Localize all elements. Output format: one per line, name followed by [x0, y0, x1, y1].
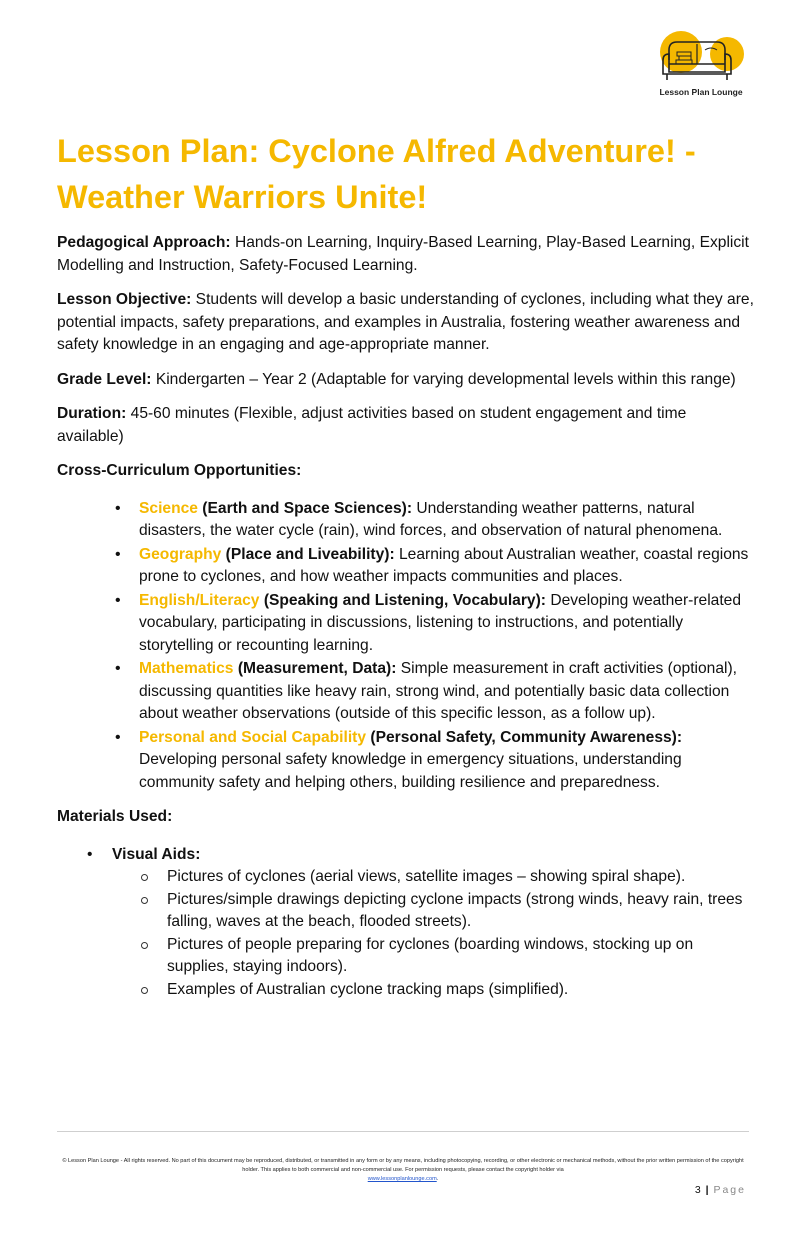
cross-curriculum-list — [57, 498, 757, 795]
footer-copyright — [60, 1157, 746, 1184]
website-link[interactable]: www.lessonplanlounge.com — [367, 1176, 437, 1182]
lesson-objective — [57, 289, 757, 357]
subject-focus: (Measurement, Data): — [237, 660, 397, 677]
materials-heading: Materials Used: — [57, 808, 173, 825]
list-item: Pictures/simple drawings depicting cyclone impacts (strong winds, heavy rain, trees falling, waves at the beach, flooded streets). — [112, 889, 757, 934]
footer-divider — [57, 1131, 749, 1132]
lesson-plan-lounge-logo — [655, 30, 747, 104]
lesson-objective-text: Students will develop a basic understanding of cyclones, including what they are, potential impacts, safety preparations, and examples in Australia, fostering weather awareness and safety knowledge in an engaging and age-appropriate manner. — [57, 291, 754, 353]
subject-description: Developing weather-related vocabulary, participating in discussions, listening to instructions, and potentially storytelling or recounting learning. — [139, 591, 742, 654]
visual-aids-label: Visual Aids: — [112, 845, 201, 863]
list-item — [57, 727, 757, 795]
page-number — [695, 1184, 746, 1196]
page-word: Page — [713, 1184, 746, 1196]
visual-aids-list — [112, 866, 757, 1001]
subject-focus: (Earth and Space Sciences): — [202, 499, 413, 517]
page-title: Lesson Plan: Cyclone Alfred Adventure! - Weather Warriors Unite! — [57, 133, 696, 215]
grade-level — [57, 369, 757, 392]
pedagogical-approach-text: Hands-on Learning, Inquiry-Based Learning, Play-Based Learning, Explicit Modelling and Instruction, Safety-Focused Learning. — [57, 234, 749, 274]
subject-name: Science — [139, 499, 198, 517]
duration-label: Duration: — [57, 405, 127, 422]
list-item — [57, 844, 757, 1002]
duration-text: 45-60 minutes (Flexible, adjust activities based on student engagement and time available) — [57, 405, 687, 445]
page-number-value: 3 — [694, 1184, 702, 1196]
subject-focus: (Speaking and Listening, Vocabulary): — [263, 591, 546, 609]
copyright-text: © Lesson Plan Lounge - All rights reserved. No part of this document may be reproduced, distributed, or transmitted in any form or by any means, including photocopying, recording, or other electronic or mechanical methods, without the prior written permission of the copyright holder. This applies to both commercial and non-commercial use. For permission requests, please contact the copyright holder via — [62, 1158, 744, 1173]
subject-description: Learning about Australian weather, coastal regions prone to cyclones, and how weather impacts communities and places. — [139, 545, 749, 585]
subject-name: Geography — [139, 545, 222, 563]
cross-curriculum-heading: Cross-Curriculum Opportunities: — [57, 462, 302, 479]
link-suffix: . — [436, 1176, 439, 1182]
subject-description: Developing personal safety knowledge in emergency situations, understanding community safety and helping others, building resilience and preparedness. — [139, 751, 682, 791]
subject-name: Mathematics — [139, 660, 234, 677]
subject-name: English/Literacy — [139, 591, 260, 609]
lesson-content — [57, 232, 757, 1001]
grade-level-label: Grade Level: — [57, 370, 152, 388]
duration — [57, 403, 757, 448]
subject-focus: (Personal Safety, Community Awareness): — [370, 728, 683, 746]
logo-text: Lesson Plan Lounge — [659, 87, 743, 97]
pedagogical-approach — [57, 232, 757, 277]
page-separator: | — [705, 1184, 710, 1196]
list-item: Pictures of cyclones (aerial views, satellite images – showing spiral shape). — [112, 866, 757, 889]
grade-level-text: Kindergarten – Year 2 (Adaptable for varying developmental levels within this range) — [155, 370, 736, 388]
subject-description: Understanding weather patterns, natural disasters, the water cycle (rain), wind forces, and observation of natural phenomena. — [139, 499, 723, 539]
subject-description: Simple measurement in craft activities (optional), discussing quantities like heavy rain, strong wind, and potentially basic data collection about weather observations (outside of this specific lesson, as a follow up). — [139, 660, 737, 722]
list-item — [57, 544, 757, 589]
list-item — [57, 498, 757, 543]
subject-focus: (Place and Liveability): — [225, 545, 395, 563]
list-item: Examples of Australian cyclone tracking maps (simplified). — [112, 979, 757, 1002]
sofa-icon — [655, 30, 747, 88]
subject-name: Personal and Social Capability — [139, 728, 367, 746]
list-item — [57, 590, 757, 658]
materials-list — [57, 844, 757, 1002]
lesson-objective-label: Lesson Objective: — [57, 291, 192, 308]
list-item: Pictures of people preparing for cyclones (boarding windows, stocking up on supplies, staying indoors). — [112, 934, 757, 979]
pedagogical-approach-label: Pedagogical Approach: — [57, 234, 231, 251]
list-item — [57, 658, 757, 726]
